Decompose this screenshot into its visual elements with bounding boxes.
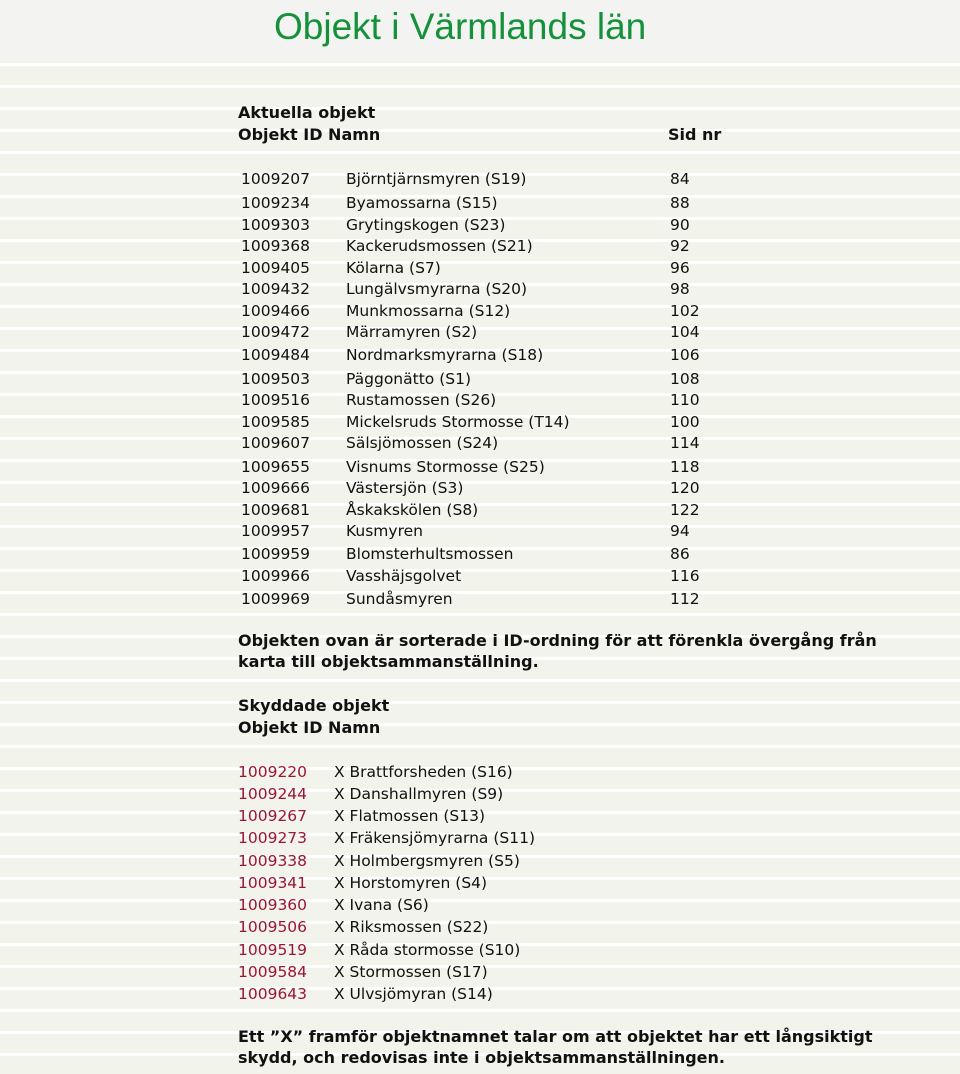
object-name: Nordmarksmyrarna (S18) [346,346,544,364]
table-row [0,874,960,894]
object-name: Västersjön (S3) [346,479,464,497]
table-row [0,829,960,849]
sort-note [238,630,877,672]
page-number: 110 [670,391,700,409]
table-row [0,458,960,478]
table-row [0,963,960,983]
page-number: 86 [670,545,690,563]
table-row [0,985,960,1005]
object-name: Munkmossarna (S12) [346,302,511,320]
table-row [0,323,960,343]
object-id: 1009303 [241,216,311,234]
table-row [0,501,960,521]
object-name: Grytingskogen (S23) [346,216,506,234]
object-id: 1009519 [238,941,308,959]
object-name: Björntjärnsmyren (S19) [346,170,527,188]
object-id: 1009484 [241,346,311,364]
object-name: Rustamossen (S26) [346,391,497,409]
page-number: 90 [670,216,690,234]
object-name: X Råda stormosse (S10) [334,941,521,959]
table-row [0,522,960,542]
object-name: Sälsjömossen (S24) [346,434,499,452]
table-row [0,479,960,499]
object-id: 1009957 [241,522,311,540]
object-name: Päggonätto (S1) [346,370,471,388]
sort-note-line1: Objekten ovan är sorterade i ID-ordning för att förenkla övergång från [238,631,877,650]
object-id: 1009472 [241,323,311,341]
object-id: 1009220 [238,763,308,781]
object-id: 1009405 [241,259,311,277]
object-name: Kusmyren [346,522,423,540]
object-name: X Flatmossen (S13) [334,807,486,825]
page-number: 108 [670,370,700,388]
table-row [0,391,960,411]
current-heading: Aktuella objekt [238,103,376,122]
page-number: 120 [670,479,700,497]
object-name: Sundåsmyren [346,590,453,608]
sort-note-line2: karta till objektsammanställning. [238,652,539,671]
object-name: X Brattforsheden (S16) [334,763,513,781]
table-row [0,785,960,805]
object-id: 1009643 [238,985,308,1003]
table-row [0,763,960,783]
object-name: X Riksmossen (S22) [334,918,489,936]
page-number: 118 [670,458,700,476]
object-id: 1009516 [241,391,311,409]
page-number: 122 [670,501,700,519]
table-row [0,346,960,366]
table-row [0,434,960,454]
object-id: 1009368 [241,237,311,255]
object-id: 1009207 [241,170,311,188]
page-number: 102 [670,302,700,320]
current-col-page: Sid nr [668,125,722,144]
table-row [0,590,960,610]
page-number: 112 [670,590,700,608]
object-name: X Stormossen (S17) [334,963,488,981]
protected-col-id-name: Objekt ID Namn [238,718,381,737]
protected-heading: Skyddade objekt [238,696,390,715]
object-id: 1009341 [238,874,308,892]
object-id: 1009432 [241,280,311,298]
object-name: Lungälvsmyrarna (S20) [346,280,528,298]
page-number: 104 [670,323,700,341]
table-row [0,918,960,938]
object-name: Visnums Stormosse (S25) [346,458,545,476]
object-id: 1009655 [241,458,311,476]
object-id: 1009503 [241,370,311,388]
page-title: Objekt i Värmlands län [274,6,647,47]
object-name: Vasshäjsgolvet [346,567,462,585]
page-number: 84 [670,170,690,188]
object-name: Mickelsruds Stormosse (T14) [346,413,570,431]
table-row [0,545,960,565]
object-id: 1009681 [241,501,311,519]
object-id: 1009966 [241,567,311,585]
table-row [0,807,960,827]
object-id: 1009244 [238,785,308,803]
object-id: 1009585 [241,413,311,431]
page-number: 92 [670,237,690,255]
object-name: Kölarna (S7) [346,259,441,277]
object-name: X Ulvsjömyran (S14) [334,985,493,1003]
page-number: 100 [670,413,700,431]
object-id: 1009267 [238,807,308,825]
page-number: 114 [670,434,700,452]
page-number: 98 [670,280,690,298]
x-note-line2: skydd, och redovisas inte i objektsammanställningen. [238,1048,725,1067]
object-name: Blomsterhultsmossen [346,545,514,563]
object-id: 1009506 [238,918,308,936]
object-name: Byamossarna (S15) [346,194,498,212]
table-row [0,852,960,872]
page-number: 96 [670,259,690,277]
table-row [0,237,960,257]
object-id: 1009338 [238,852,308,870]
object-name: X Danshallmyren (S9) [334,785,504,803]
table-row [0,194,960,214]
object-id: 1009234 [241,194,311,212]
page-number: 106 [670,346,700,364]
table-row [0,413,960,433]
object-name: Märramyren (S2) [346,323,478,341]
page-number: 116 [670,567,700,585]
object-name: X Horstomyren (S4) [334,874,488,892]
table-row [0,280,960,300]
table-row [0,567,960,587]
table-row [0,896,960,916]
table-row [0,941,960,961]
object-id: 1009466 [241,302,311,320]
table-row [0,302,960,322]
object-id: 1009607 [241,434,311,452]
table-row [0,370,960,390]
table-row [0,170,960,190]
object-id: 1009360 [238,896,308,914]
object-id: 1009273 [238,829,308,847]
object-name: X Fräkensjömyrarna (S11) [334,829,536,847]
object-id: 1009584 [238,963,308,981]
object-name: Kackerudsmossen (S21) [346,237,533,255]
table-row [0,259,960,279]
object-name: Åskakskölen (S8) [346,501,479,519]
x-note-line1: Ett ”X” framför objektnamnet talar om att objektet har ett långsiktigt [238,1027,873,1046]
object-name: X Holmbergsmyren (S5) [334,852,520,870]
page-number: 88 [670,194,690,212]
current-col-id-name: Objekt ID Namn [238,125,381,144]
page-number: 94 [670,522,690,540]
object-id: 1009969 [241,590,311,608]
x-note [238,1026,872,1068]
table-row [0,216,960,236]
object-id: 1009959 [241,545,311,563]
object-id: 1009666 [241,479,311,497]
object-name: X Ivana (S6) [334,896,429,914]
